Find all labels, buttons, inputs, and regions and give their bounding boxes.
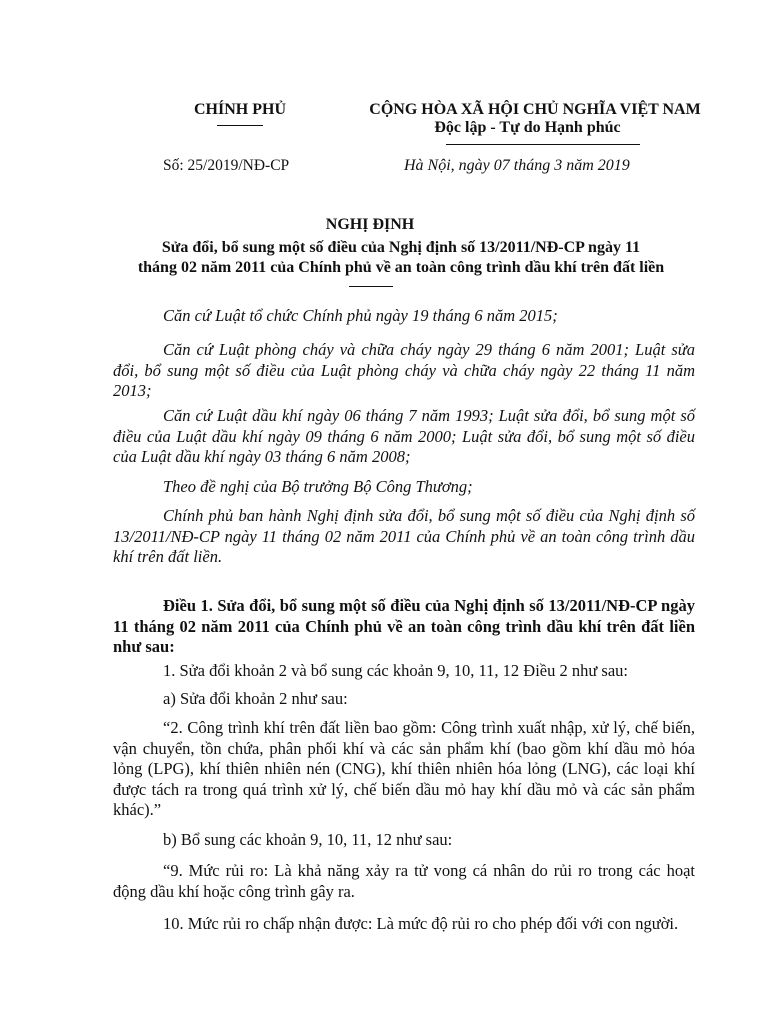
preamble-paragraph: Căn cứ Luật tổ chức Chính phủ ngày 19 tháng 6 năm 2015; <box>163 306 558 325</box>
document-subject-line-1: Sửa đổi, bổ sung một số điều của Nghị định số 13/2011/NĐ-CP ngày 11 <box>161 239 641 256</box>
national-title: CỘNG HÒA XÃ HỘI CHỦ NGHĨA VIỆT NAM <box>369 101 701 118</box>
issuing-agency: CHÍNH PHỦ <box>194 101 286 118</box>
article-clause: “9. Mức rủi ro: Là khả năng xảy ra tử vong cá nhân do rủi ro trong các hoạt động dầu khí hoặc công trình gây ra. <box>113 861 695 901</box>
subject-underline <box>349 286 393 287</box>
document-type-title: NGHỊ ĐỊNH <box>325 216 415 233</box>
article-clause: 10. Mức rủi ro chấp nhận được: Là mức độ rủi ro cho phép đối với con người. <box>163 914 679 933</box>
preamble-paragraph: Căn cứ Luật dầu khí ngày 06 tháng 7 năm 1993; Luật sửa đổi, bổ sung một số điều của Luật dầu khí ngày 09 tháng 6 năm 2000; Luật sửa đổi, bổ sung một số điều của Luật dầu khí ngày 03 tháng 6 năm 2008; <box>113 406 695 466</box>
document-number: Số: 25/2019/NĐ-CP <box>163 157 290 174</box>
article-clause: 1. Sửa đổi khoản 2 và bổ sung các khoản 9, 10, 11, 12 Điều 2 như sau: <box>163 661 628 680</box>
preamble-paragraph: Căn cứ Luật phòng cháy và chữa cháy ngày 29 tháng 6 năm 2001; Luật sửa đổi, bổ sung một số điều của Luật phòng cháy và chữa cháy ngày 22 tháng 11 năm 2013; <box>113 340 695 400</box>
preamble-paragraph: Chính phủ ban hành Nghị định sửa đổi, bổ sung một số điều của Nghị định số 13/2011/NĐ-CP ngày 11 tháng 02 năm 2011 của Chính phủ về an toàn công trình dầu khí trên đất liền. <box>113 506 695 566</box>
article-clause: b) Bổ sung các khoản 9, 10, 11, 12 như sau: <box>163 830 453 849</box>
place-and-date: Hà Nội, ngày 07 tháng 3 năm 2019 <box>404 157 630 174</box>
document-subject-line-2: tháng 02 năm 2011 của Chính phủ về an toàn công trình dầu khí trên đất liền <box>137 259 665 276</box>
agency-underline <box>217 125 263 126</box>
article-clause: a) Sửa đổi khoản 2 như sau: <box>163 689 348 708</box>
motto-underline <box>446 144 640 145</box>
article-clause: “2. Công trình khí trên đất liền bao gồm: Công trình xuất nhập, xử lý, chế biến, vận chuyển, tồn chứa, phân phối khí và các sản phẩm khí (bao gồm khí dầu mỏ hóa lỏng (LPG), khí thiên nhiên nén (CNG), khí thiên nhiên hóa lỏng (LNG), các loại khí được tách ra trong quá trình xử lý, chế biến dầu mỏ hay khí dầu mỏ và các sản phẩm khác).” <box>113 718 695 819</box>
preamble-paragraph: Theo đề nghị của Bộ trưởng Bộ Công Thương; <box>163 477 473 496</box>
national-motto: Độc lập - Tự do Hạnh phúc <box>434 119 621 136</box>
article-1-heading: Điều 1. Sửa đổi, bổ sung một số điều của Nghị định số 13/2011/NĐ-CP ngày 11 tháng 02 năm 2011 của Chính phủ về an toàn công trình dầu khí trên đất liền như sau: <box>113 596 695 656</box>
